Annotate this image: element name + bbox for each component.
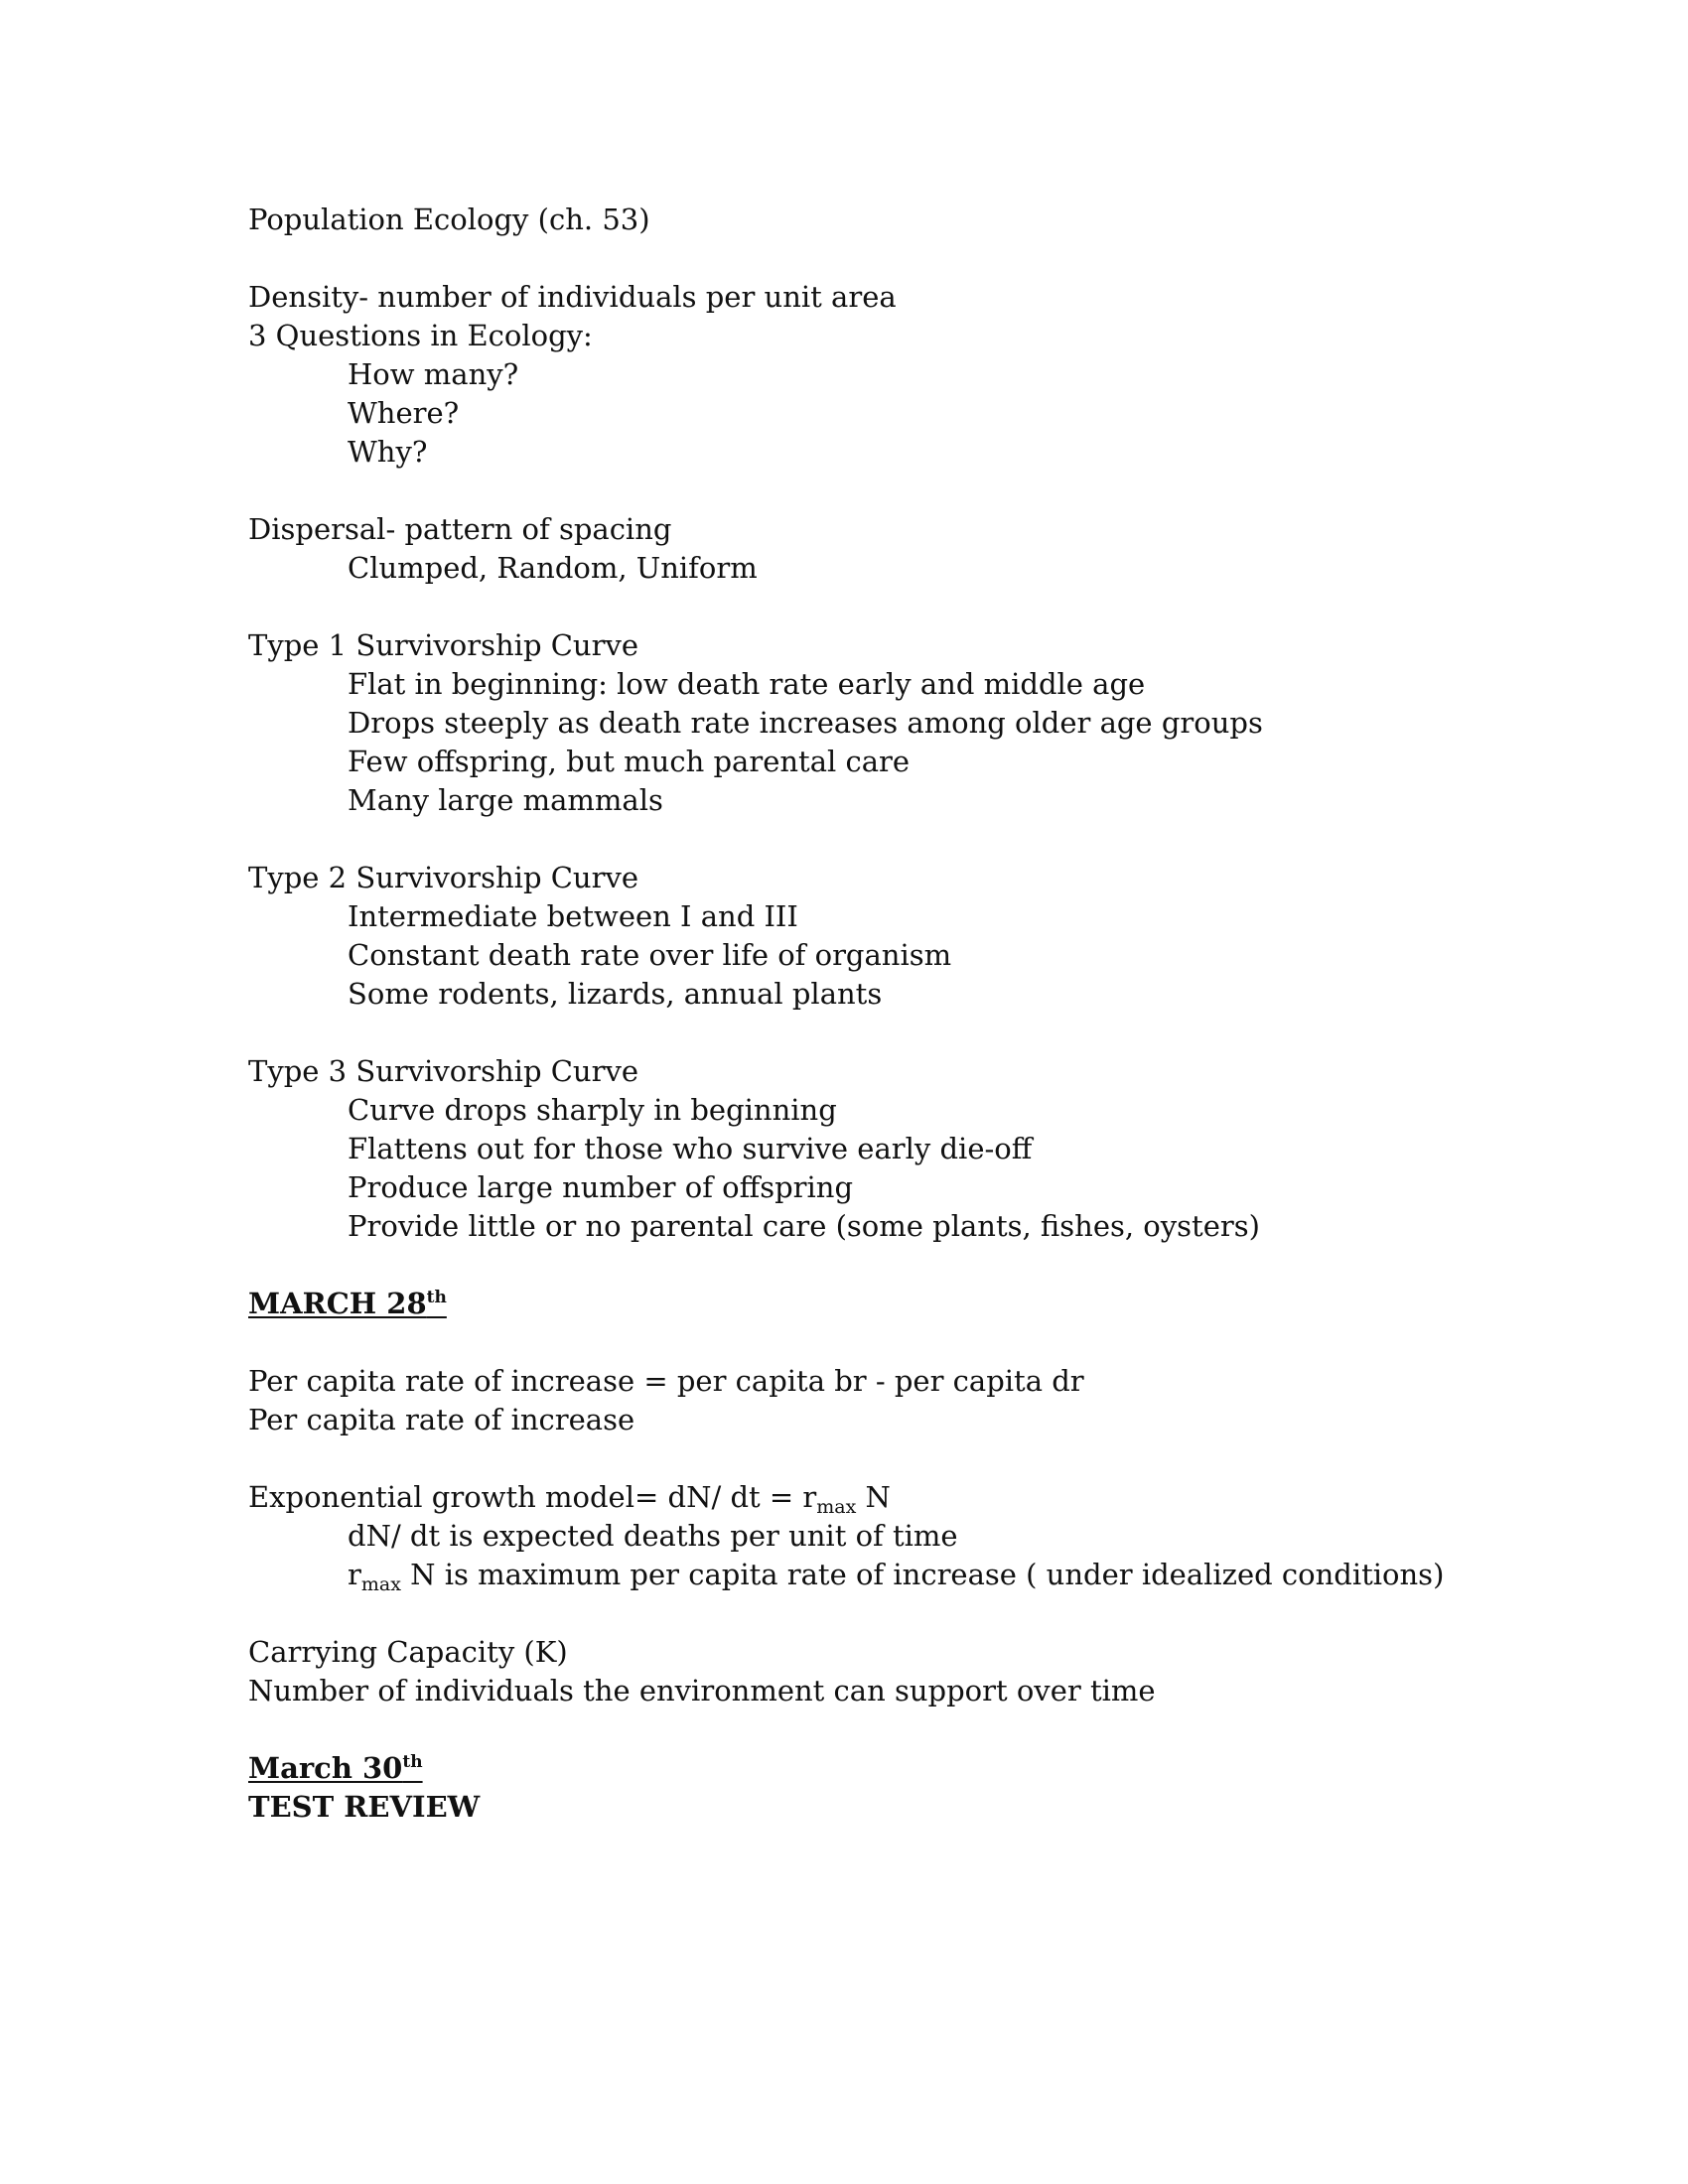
rmax-description: N is maximum per capita rate of increase ( under idealized conditions) xyxy=(400,1558,1445,1591)
type3-heading: Type 3 Survivorship Curve xyxy=(248,1054,639,1088)
spacer xyxy=(248,1246,1539,1285)
rmax-subscript: max xyxy=(816,1496,857,1518)
spacer xyxy=(248,1710,1539,1749)
density-definition: Density- number of individuals per unit area xyxy=(248,280,897,314)
type3-item: Produce large number of offspring xyxy=(348,1170,854,1204)
dispersal-item: Clumped, Random, Uniform xyxy=(348,551,758,585)
type1-item: Many large mammals xyxy=(348,783,663,817)
exponential-item xyxy=(248,1556,1539,1594)
question-item: Why? xyxy=(348,435,428,469)
exponential-prefix: Exponential growth model= dN/ dt = r xyxy=(248,1480,817,1514)
date-heading-march-28 xyxy=(248,1285,1539,1323)
per-capita-label: Per capita rate of increase xyxy=(248,1403,635,1436)
rmax-subscript: max xyxy=(360,1573,401,1595)
question-item: How many? xyxy=(348,357,519,391)
type1-item: Drops steeply as death rate increases among older age groups xyxy=(348,706,1263,740)
type3-item: Curve drops sharply in beginning xyxy=(348,1093,837,1127)
type2-item: Some rodents, lizards, annual plants xyxy=(348,977,883,1011)
questions-heading: 3 Questions in Ecology: xyxy=(248,319,593,352)
type2-item: Intermediate between I and III xyxy=(348,899,798,933)
spacer xyxy=(248,588,1539,626)
exponential-item: dN/ dt is expected deaths per unit of time xyxy=(348,1519,958,1553)
spacer xyxy=(248,239,1539,278)
document-title: Population Ecology (ch. 53) xyxy=(248,203,650,236)
type1-heading: Type 1 Survivorship Curve xyxy=(248,628,639,662)
spacer xyxy=(248,1014,1539,1052)
rmax-prefix: r xyxy=(348,1558,361,1591)
type2-heading: Type 2 Survivorship Curve xyxy=(248,861,639,894)
spacer xyxy=(248,820,1539,859)
test-review-heading: TEST REVIEW xyxy=(248,1790,481,1824)
date-suffix: th xyxy=(402,1752,423,1772)
date-text: MARCH 28 xyxy=(248,1287,427,1320)
carrying-capacity-definition: Number of individuals the environment can support over time xyxy=(248,1674,1156,1707)
spacer xyxy=(248,1323,1539,1362)
exponential-suffix: N xyxy=(856,1480,891,1514)
spacer xyxy=(248,472,1539,510)
type1-item: Few offspring, but much parental care xyxy=(348,745,911,778)
date-heading-march-30 xyxy=(248,1749,1539,1788)
date-text: March 30 xyxy=(248,1751,403,1785)
carrying-capacity-heading: Carrying Capacity (K) xyxy=(248,1635,568,1669)
type3-item: Flattens out for those who survive early die-off xyxy=(348,1132,1033,1165)
exponential-model xyxy=(248,1478,1539,1517)
type2-item: Constant death rate over life of organism xyxy=(348,938,952,972)
question-item: Where? xyxy=(348,396,460,430)
dispersal-heading: Dispersal- pattern of spacing xyxy=(248,512,672,546)
per-capita-formula: Per capita rate of increase = per capita br - per capita dr xyxy=(248,1364,1084,1398)
spacer xyxy=(248,1594,1539,1633)
spacer xyxy=(248,1439,1539,1478)
date-suffix: th xyxy=(426,1288,447,1307)
type3-item: Provide little or no parental care (some plants, fishes, oysters) xyxy=(348,1209,1260,1243)
type1-item: Flat in beginning: low death rate early and middle age xyxy=(348,667,1146,701)
document-page xyxy=(248,201,1539,1827)
